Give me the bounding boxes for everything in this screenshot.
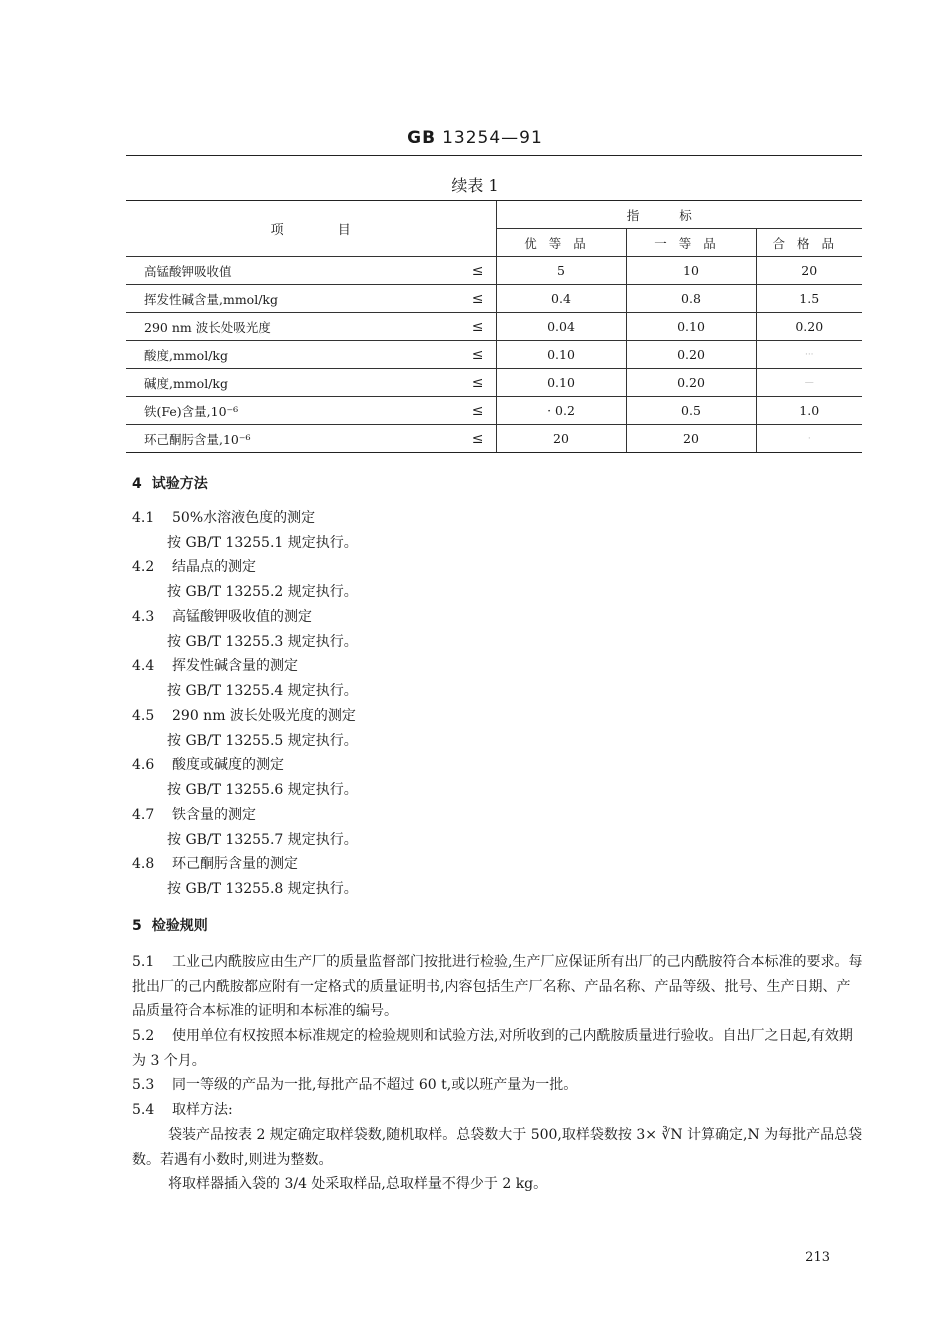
row-value-qualified: 20 bbox=[756, 257, 862, 285]
row-value-first: 20 bbox=[626, 425, 756, 453]
spec-table bbox=[126, 200, 862, 453]
head-index: 指标 bbox=[496, 201, 862, 229]
le-symbol: ≤ bbox=[471, 346, 484, 363]
table-row bbox=[126, 285, 862, 313]
table-row bbox=[126, 425, 862, 453]
subsection-number: 4.1 bbox=[132, 510, 155, 526]
subsection-text: 铁含量的测定 bbox=[172, 807, 256, 823]
table-row bbox=[126, 257, 862, 285]
subsection-number: 4.5 bbox=[132, 708, 155, 724]
table-row bbox=[126, 313, 862, 341]
page-number: 213 bbox=[805, 1250, 830, 1265]
paragraph-text: 工业己内酰胺应由生产厂的质量监督部门按批进行检验,生产厂应保证所有出厂的己内酰胺符合本标准的要求。每批出厂的己内酰胺都应附有一定格式的质量证明书,内容包括生产厂名称、产品名称、产品等级、批号、生产日期、产品质量符合本标准的证明和本标准的编号。 bbox=[132, 954, 863, 1019]
row-value-premium: 0.10 bbox=[496, 341, 626, 369]
table-row bbox=[126, 369, 862, 397]
row-value-first: 0.20 bbox=[626, 341, 756, 369]
subsection-text: 酸度或碱度的测定 bbox=[172, 757, 284, 773]
paragraph-sampling-tool: 将取样器插入袋的 3/4 处采取样品,总取样量不得少于 2 kg。 bbox=[168, 1176, 548, 1192]
row-value-premium: 0.4 bbox=[496, 285, 626, 313]
grade-first: 一等品 bbox=[626, 229, 756, 257]
le-symbol: ≤ bbox=[471, 290, 484, 307]
row-value-premium: · 0.2 bbox=[496, 397, 626, 425]
section-5-title bbox=[132, 915, 208, 935]
row-value-premium: 0.10 bbox=[496, 369, 626, 397]
subsection-text: 环己酮肟含量的测定 bbox=[172, 856, 298, 872]
section-4-text: 试验方法 bbox=[151, 476, 208, 492]
section-4-title bbox=[132, 473, 208, 493]
le-symbol: ≤ bbox=[471, 374, 484, 391]
section-5-number: 5 bbox=[132, 918, 142, 934]
paragraph-text: 取样方法: bbox=[172, 1102, 233, 1118]
subsection-number: 4.3 bbox=[132, 609, 155, 625]
head-item: 项 目 bbox=[126, 201, 496, 257]
paragraph-5-1 bbox=[132, 950, 864, 1024]
row-value-premium: 20 bbox=[496, 425, 626, 453]
subsection-number: 4.6 bbox=[132, 757, 155, 773]
subsection-number: 4.2 bbox=[132, 559, 155, 575]
row-item: 290 nm 波长处吸光度 bbox=[144, 319, 271, 335]
exec-line: 按 GB/T 13255.8 规定执行。 bbox=[167, 881, 358, 897]
subsection-text: 挥发性碱含量的测定 bbox=[172, 658, 298, 674]
row-item: 挥发性碱含量,mmol/kg bbox=[144, 291, 278, 307]
paragraph-5-2 bbox=[132, 1024, 864, 1073]
section-5-text: 检验规则 bbox=[151, 918, 208, 934]
subsection-title bbox=[132, 705, 356, 725]
grade-qualified: 合格品 bbox=[756, 229, 862, 257]
le-symbol: ≤ bbox=[471, 318, 484, 335]
grade-premium: 优等品 bbox=[496, 229, 626, 257]
subsection-number: 4.4 bbox=[132, 658, 155, 674]
subsection-text: 50%水溶液色度的测定 bbox=[172, 510, 316, 526]
row-value-first: 0.20 bbox=[626, 369, 756, 397]
row-value-qualified: 1.5 bbox=[756, 285, 862, 313]
subsection-title bbox=[132, 556, 256, 576]
exec-line: 按 GB/T 13255.6 规定执行。 bbox=[167, 782, 358, 798]
table-row bbox=[126, 341, 862, 369]
row-value-premium: 5 bbox=[496, 257, 626, 285]
paragraph-number: 5.3 bbox=[132, 1077, 155, 1093]
row-value-qualified: 1.0 bbox=[756, 397, 862, 425]
le-symbol: ≤ bbox=[471, 402, 484, 419]
exec-line: 按 GB/T 13255.1 规定执行。 bbox=[167, 535, 358, 551]
table-caption: 续表 1 bbox=[451, 176, 499, 195]
paragraph-5-3 bbox=[132, 1073, 864, 1098]
exec-line: 按 GB/T 13255.5 规定执行。 bbox=[167, 733, 358, 749]
paragraph-5-4 bbox=[132, 1098, 864, 1123]
table-head-row bbox=[126, 201, 862, 229]
row-value-first: 0.5 bbox=[626, 397, 756, 425]
row-value-first: 10 bbox=[626, 257, 756, 285]
standard-number: 13254—91 bbox=[442, 128, 543, 148]
subsection-title bbox=[132, 853, 298, 873]
paragraph-text: 同一等级的产品为一批,每批产品不超过 60 t,或以班产量为一批。 bbox=[172, 1077, 578, 1093]
row-value-qualified: · bbox=[756, 425, 862, 453]
subsection-title bbox=[132, 655, 298, 675]
row-value-qualified: ··· bbox=[756, 341, 862, 369]
row-value-qualified: 0.20 bbox=[756, 313, 862, 341]
paragraph-number: 5.2 bbox=[132, 1028, 155, 1044]
row-item: 环己酮肟含量,10⁻⁶ bbox=[144, 431, 251, 447]
subsection-text: 结晶点的测定 bbox=[172, 559, 256, 575]
row-item: 铁(Fe)含量,10⁻⁶ bbox=[144, 403, 239, 419]
row-value-qualified: — bbox=[756, 369, 862, 397]
subsection-text: 高锰酸钾吸收值的测定 bbox=[172, 609, 312, 625]
exec-line: 按 GB/T 13255.3 规定执行。 bbox=[167, 634, 358, 650]
row-item: 碱度,mmol/kg bbox=[144, 375, 228, 391]
le-symbol: ≤ bbox=[471, 262, 484, 279]
section-4-number: 4 bbox=[132, 476, 142, 492]
subsection-number: 4.8 bbox=[132, 856, 155, 872]
paragraph-text: 使用单位有权按照本标准规定的检验规则和试验方法,对所收到的己内酰胺质量进行验收。自出厂之日起,有效期为 3 个月。 bbox=[132, 1028, 853, 1069]
subsection-title bbox=[132, 804, 256, 824]
exec-line: 按 GB/T 13255.4 规定执行。 bbox=[167, 683, 358, 699]
row-item: 高锰酸钾吸收值 bbox=[144, 263, 232, 279]
exec-line: 按 GB/T 13255.7 规定执行。 bbox=[167, 832, 358, 848]
row-value-premium: 0.04 bbox=[496, 313, 626, 341]
subsection-title bbox=[132, 507, 315, 527]
standard-header bbox=[0, 128, 950, 148]
paragraph-number: 5.4 bbox=[132, 1102, 155, 1118]
exec-line: 按 GB/T 13255.2 规定执行。 bbox=[167, 584, 358, 600]
paragraph-sampling-bags: 袋装产品按表 2 规定确定取样袋数,随机取样。总袋数大于 500,取样袋数按 3× ∛N 计算确定,N 为每批产品总袋数。若遇有小数时,则进为整数。 bbox=[132, 1127, 863, 1168]
row-item: 酸度,mmol/kg bbox=[144, 347, 228, 363]
paragraph-number: 5.1 bbox=[132, 954, 155, 970]
table-row bbox=[126, 397, 862, 425]
row-value-first: 0.10 bbox=[626, 313, 756, 341]
subsection-number: 4.7 bbox=[132, 807, 155, 823]
subsection-title bbox=[132, 606, 312, 626]
row-value-first: 0.8 bbox=[626, 285, 756, 313]
standard-prefix: GB bbox=[407, 128, 437, 148]
subsection-text: 290 nm 波长处吸光度的测定 bbox=[172, 708, 356, 724]
le-symbol: ≤ bbox=[471, 430, 484, 447]
subsection-title bbox=[132, 754, 284, 774]
header-rule bbox=[126, 155, 862, 156]
